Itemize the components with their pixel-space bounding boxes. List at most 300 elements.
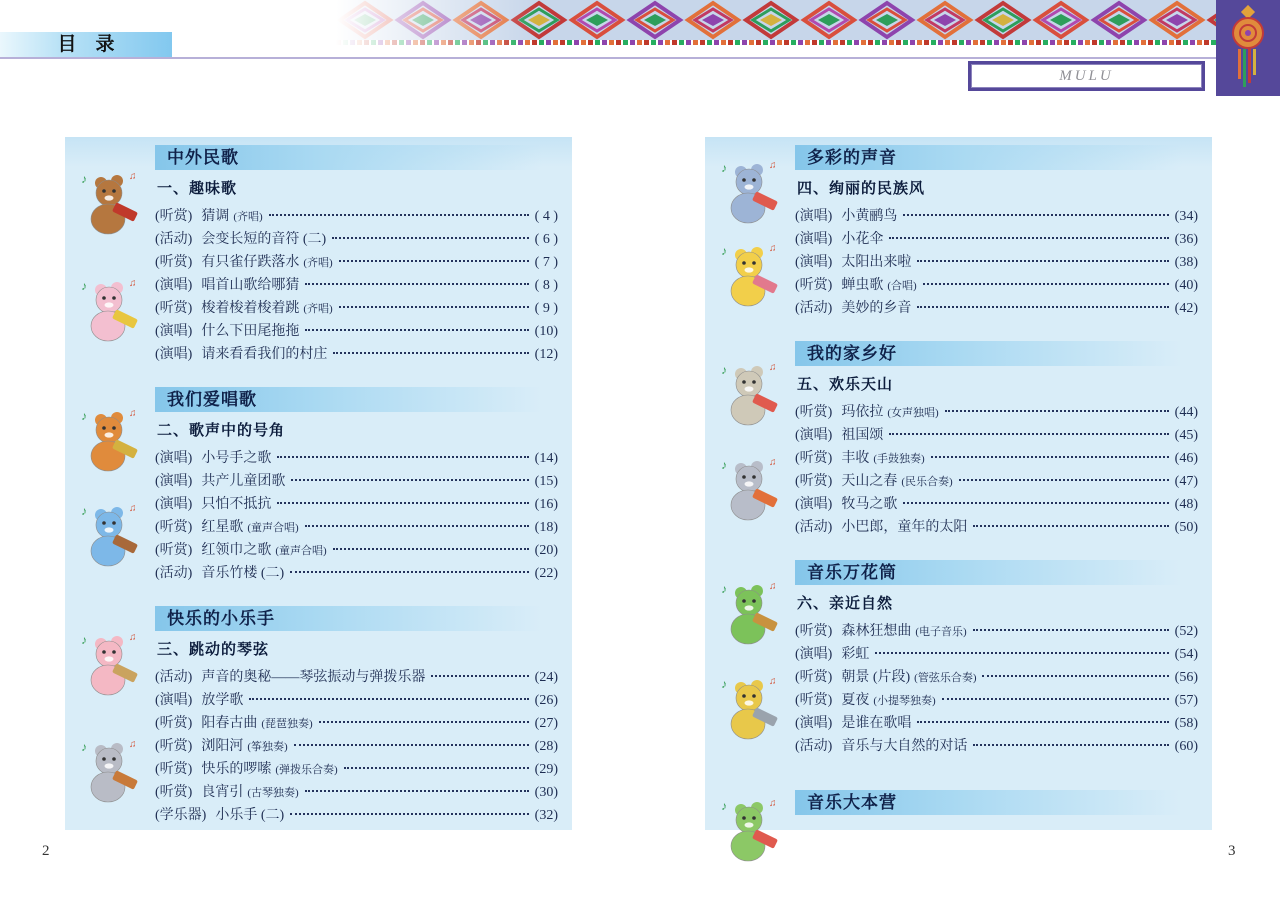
toc-entry (795, 516, 1198, 539)
unit-subtitle: 一、趣味歌 (157, 180, 238, 197)
dot-leader (973, 744, 1168, 746)
toc-entry (795, 493, 1198, 516)
entry-page: (20) (534, 543, 558, 558)
section-icons (705, 145, 795, 320)
entry-page: (32) (534, 808, 558, 823)
toc-entry (155, 251, 558, 274)
toc-entry (795, 228, 1198, 251)
entry-category: (听赏) (795, 278, 833, 293)
dot-leader (333, 352, 528, 354)
elephant-drum-icon-wrap (717, 156, 783, 226)
entry-list (795, 205, 1198, 320)
entry-category: (听赏) (795, 670, 833, 685)
entry-title: 共产儿童团歌 (201, 474, 286, 489)
entry-category: (听赏) (795, 693, 833, 708)
toc-entry (155, 804, 558, 827)
toc-entry (795, 424, 1198, 447)
toc-entry (155, 343, 558, 366)
dot-leader (973, 629, 1169, 631)
toc-entry (795, 666, 1198, 689)
entry-title: 快乐的啰嗦 (201, 762, 272, 777)
dot-leader (917, 721, 1168, 723)
page-title-pinyin: MULU (1059, 67, 1114, 84)
toc-section (705, 790, 1198, 868)
entry-category: (听赏) (155, 255, 193, 270)
entry-title: 浏阳河 (201, 739, 244, 754)
svg-text:♫: ♫ (129, 502, 137, 514)
entry-note: (齐唱) (233, 211, 263, 223)
entry-category: (活动) (155, 232, 193, 247)
toc-entry (155, 205, 558, 228)
entry-page: (28) (534, 739, 558, 754)
svg-text:♪: ♪ (721, 160, 727, 175)
svg-text:♫: ♫ (769, 580, 777, 592)
entry-title: 梭着梭着梭着跳 (201, 301, 300, 316)
dot-leader (339, 260, 529, 262)
entry-note: (手鼓独奏) (873, 453, 925, 465)
entry-page: (16) (534, 497, 558, 512)
toc-section (705, 560, 1198, 758)
svg-text:♪: ♪ (81, 172, 87, 187)
unit-subtitle: 四、绚丽的民族风 (797, 180, 926, 197)
entry-title: 彩虹 (841, 647, 870, 662)
dot-leader (982, 675, 1168, 677)
toc-entry (155, 493, 558, 516)
entry-note: (合唱) (887, 280, 917, 292)
right-page-number: 3 (1228, 843, 1236, 859)
entry-page: (42) (1174, 301, 1198, 316)
monkey-trumpet-icon-wrap (77, 404, 143, 474)
dot-leader (344, 767, 529, 769)
unit-subtitle: 二、歌声中的号角 (157, 422, 286, 439)
entry-page: (57) (1174, 693, 1198, 708)
entry-category: (演唱) (155, 278, 193, 293)
section-title: 多彩的声音 (807, 148, 897, 167)
left-page-number: 2 (42, 843, 50, 859)
dot-leader (973, 525, 1168, 527)
section-content (795, 341, 1198, 539)
duck-xylophone-icon (717, 239, 783, 309)
toc-entry (155, 447, 558, 470)
entry-title: 天山之春 (841, 474, 898, 489)
section-header-bar (155, 387, 558, 412)
entry-title: 唱首山歌给哪猜 (201, 278, 300, 293)
entry-category: (活动) (155, 670, 193, 685)
entry-page: (10) (534, 324, 558, 339)
horse-accordion-icon (717, 453, 783, 523)
entry-page: (45) (1174, 428, 1198, 443)
entry-note: (童声合唱) (247, 522, 299, 534)
entry-page: (46) (1174, 451, 1198, 466)
bear-cello-icon-wrap (77, 167, 143, 237)
entry-note: (筝独奏) (247, 741, 288, 753)
svg-text:♫: ♫ (769, 675, 777, 687)
toc-entry (155, 781, 558, 804)
entry-note: (民乐合奏) (901, 476, 953, 488)
toc-entry (155, 228, 558, 251)
entry-page: ( 7 ) (534, 255, 558, 270)
entry-category: (演唱) (795, 255, 833, 270)
mulu-inner-frame (971, 64, 1202, 88)
entry-category: (演唱) (155, 497, 193, 512)
dot-leader (277, 502, 528, 504)
dot-leader (917, 306, 1168, 308)
toc-entry (155, 539, 558, 562)
svg-text:♫: ♫ (129, 171, 137, 183)
entry-category: (活动) (795, 520, 833, 535)
entry-category: (活动) (795, 739, 833, 754)
rabbit-airplane-icon (717, 794, 783, 864)
dot-leader (291, 479, 528, 481)
dot-leader (889, 237, 1168, 239)
toc-entry (795, 620, 1198, 643)
entry-category: (演唱) (155, 451, 193, 466)
section-content (155, 606, 558, 827)
horse-accordion-icon-wrap (717, 453, 783, 523)
dot-leader (277, 456, 528, 458)
entry-title: 是谁在歌唱 (841, 716, 912, 731)
entry-category: (听赏) (155, 716, 193, 731)
entry-title: 阳春古曲 (201, 716, 258, 731)
entry-page: (56) (1174, 670, 1198, 685)
entry-page: (15) (534, 474, 558, 489)
toc-entry (155, 689, 558, 712)
section-title: 快乐的小乐手 (167, 609, 275, 628)
cat-violin-icon-wrap (77, 499, 143, 569)
entry-title: 小花伞 (841, 232, 884, 247)
entry-note: (电子音乐) (915, 626, 967, 638)
entry-category: (演唱) (795, 209, 833, 224)
toc-entry (155, 562, 558, 585)
dot-leader (269, 214, 529, 216)
section-header-bar (155, 145, 558, 170)
entry-title: 音乐竹楼 (二) (201, 566, 285, 581)
toc-entry (155, 470, 558, 493)
entry-title: 红领巾之歌 (201, 543, 272, 558)
entry-category: (听赏) (795, 474, 833, 489)
entry-category: (演唱) (795, 497, 833, 512)
toc-entry (795, 251, 1198, 274)
entry-category: (学乐器) (155, 808, 207, 823)
section-content (795, 790, 1198, 868)
left-page-panel (65, 137, 572, 830)
entry-note: (齐唱) (303, 303, 333, 315)
entry-title: 小号手之歌 (201, 451, 272, 466)
left-page-sections (65, 145, 558, 827)
section-header-bar (155, 606, 558, 631)
frog-guitar-icon-wrap (717, 577, 783, 647)
section-header-bar (795, 790, 1198, 815)
entry-category: (活动) (795, 301, 833, 316)
bear-cello-icon (77, 167, 143, 237)
dot-leader (305, 525, 529, 527)
entry-title: 声音的奥秘——琴弦振动与弹拨乐器 (201, 670, 426, 685)
entry-page: (26) (534, 693, 558, 708)
section-content (155, 387, 558, 585)
toc-entry (795, 470, 1198, 493)
entry-title: 小乐手 (二) (215, 808, 285, 823)
section-header-bar (795, 145, 1198, 170)
entry-page: (48) (1174, 497, 1198, 512)
section-content (795, 560, 1198, 758)
entry-page: (30) (534, 785, 558, 800)
svg-text:♫: ♫ (129, 738, 137, 750)
entry-page: (40) (1174, 278, 1198, 293)
toc-entry (795, 297, 1198, 320)
mouse-flute-icon (77, 735, 143, 805)
section-content (795, 145, 1198, 320)
entry-category: (听赏) (155, 520, 193, 535)
entry-page: (27) (534, 716, 558, 731)
entry-title: 祖国颂 (841, 428, 884, 443)
toc-entry (155, 297, 558, 320)
entry-category: (演唱) (795, 428, 833, 443)
dot-leader (333, 548, 529, 550)
toc-entry (795, 689, 1198, 712)
entry-page: (24) (534, 670, 558, 685)
entry-category: (听赏) (155, 762, 193, 777)
snail-saxophone-icon (717, 672, 783, 742)
svg-text:♪: ♪ (81, 278, 87, 293)
corner-band (1216, 0, 1280, 96)
header-divider (0, 57, 1216, 59)
cat-violin-icon (77, 499, 143, 569)
dot-leader (294, 744, 529, 746)
svg-text:♪: ♪ (721, 581, 727, 596)
duck-xylophone-icon-wrap (717, 239, 783, 309)
entry-title: 良宵引 (201, 785, 244, 800)
entry-title: 音乐与大自然的对话 (841, 739, 968, 754)
entry-list (155, 666, 558, 827)
entry-title: 什么下田尾拖拖 (201, 324, 300, 339)
entry-page: ( 8 ) (534, 278, 558, 293)
entry-note: (女声独唱) (887, 407, 939, 419)
toc-entry (795, 735, 1198, 758)
entry-list (795, 620, 1198, 758)
snail-saxophone-icon-wrap (717, 672, 783, 742)
entry-note: (齐唱) (303, 257, 333, 269)
entry-page: (34) (1174, 209, 1198, 224)
rabbit-airplane-icon-wrap (717, 794, 783, 864)
toc-entry (795, 205, 1198, 228)
dot-leader (917, 260, 1168, 262)
hippo-tambourine-icon-wrap (717, 358, 783, 428)
entry-title: 牧马之歌 (841, 497, 898, 512)
dot-leader (249, 698, 528, 700)
entry-title: 蝉虫歌 (841, 278, 884, 293)
entry-category: (听赏) (155, 785, 193, 800)
svg-text:♪: ♪ (721, 676, 727, 691)
mulu-frame (968, 61, 1205, 91)
entry-page: (58) (1174, 716, 1198, 731)
section-title: 中外民歌 (167, 148, 239, 167)
entry-list (155, 447, 558, 585)
entry-page: (22) (534, 566, 558, 581)
entry-page: (44) (1174, 405, 1198, 420)
entry-page: (29) (534, 762, 558, 777)
entry-page: (12) (534, 347, 558, 362)
entry-page: (47) (1174, 474, 1198, 489)
entry-page: (54) (1174, 647, 1198, 662)
frog-guitar-icon (717, 577, 783, 647)
dot-leader (942, 698, 1169, 700)
svg-text:♪: ♪ (721, 244, 727, 259)
pig-piano-icon (77, 628, 143, 698)
hanging-ornament-icon (1226, 5, 1270, 91)
entry-category: (听赏) (155, 301, 193, 316)
entry-title: 会变长短的音符 (二) (201, 232, 327, 247)
hippo-tambourine-icon (717, 358, 783, 428)
entry-category: (听赏) (155, 739, 193, 754)
svg-text:♪: ♪ (721, 457, 727, 472)
entry-category: (演唱) (155, 347, 193, 362)
brocade-fade-overlay (336, 0, 536, 46)
entry-note: (童声合唱) (275, 545, 327, 557)
toc-entry (155, 274, 558, 297)
svg-text:♫: ♫ (769, 456, 777, 468)
svg-text:♫: ♫ (129, 277, 137, 289)
dot-leader (431, 675, 528, 677)
section-title: 音乐大本营 (807, 793, 897, 812)
entry-title: 朝景 (片段) (841, 670, 911, 685)
entry-category: (听赏) (795, 451, 833, 466)
entry-note: (管弦乐合奏) (914, 672, 977, 684)
svg-text:♪: ♪ (721, 362, 727, 377)
entry-category: (听赏) (155, 543, 193, 558)
svg-text:♫: ♫ (129, 632, 137, 644)
dot-leader (305, 283, 528, 285)
toc-section (65, 606, 558, 827)
section-header-bar (795, 341, 1198, 366)
toc-entry (795, 712, 1198, 735)
section-icons (705, 790, 795, 868)
entry-title: 请来看看我们的村庄 (201, 347, 328, 362)
section-title: 我们爱唱歌 (167, 390, 257, 409)
svg-text:♫: ♫ (769, 798, 777, 809)
entry-title: 放学歌 (201, 693, 244, 708)
dot-leader (339, 306, 529, 308)
entry-category: (演唱) (155, 474, 193, 489)
toc-entry (155, 516, 558, 539)
right-page-panel (705, 137, 1212, 830)
section-icons (65, 606, 155, 827)
entry-page: ( 9 ) (534, 301, 558, 316)
monkey-trumpet-icon (77, 404, 143, 474)
right-page-sections (705, 145, 1198, 868)
entry-page: (38) (1174, 255, 1198, 270)
entry-list (795, 401, 1198, 539)
entry-note: (小提琴独奏) (873, 695, 936, 707)
entry-note: (琵琶独奏) (261, 718, 313, 730)
dot-leader (875, 652, 1168, 654)
dot-leader (945, 410, 1169, 412)
dot-leader (332, 237, 529, 239)
mouse-flute-icon-wrap (77, 735, 143, 805)
entry-title: 太阳出来啦 (841, 255, 912, 270)
section-content (155, 145, 558, 366)
dot-leader (959, 479, 1169, 481)
toc-section (65, 387, 558, 585)
section-icons (65, 387, 155, 585)
svg-text:♫: ♫ (769, 159, 777, 171)
rabbit-corn-icon (77, 274, 143, 344)
entry-title: 红星歌 (201, 520, 244, 535)
svg-text:♫: ♫ (129, 407, 137, 419)
entry-title: 小巴郎，童年的太阳 (841, 520, 968, 535)
entry-title: 美妙的乡音 (841, 301, 912, 316)
svg-text:♪: ♪ (81, 408, 87, 423)
entry-list (155, 205, 558, 366)
entry-title: 猜调 (201, 209, 230, 224)
toc-section (705, 341, 1198, 539)
entry-category: (演唱) (795, 647, 833, 662)
section-icons (705, 560, 795, 758)
toc-section (65, 145, 558, 366)
dot-leader (305, 790, 529, 792)
entry-category: (听赏) (795, 624, 833, 639)
entry-title: 有只雀仔跌落水 (201, 255, 300, 270)
entry-page: ( 4 ) (534, 209, 558, 224)
entry-title: 森林狂想曲 (841, 624, 912, 639)
entry-title: 玛依拉 (841, 405, 884, 420)
entry-page: (60) (1174, 739, 1198, 754)
toc-entry (155, 712, 558, 735)
toc-entry (795, 447, 1198, 470)
svg-text:♪: ♪ (81, 633, 87, 648)
section-title: 音乐万花筒 (807, 563, 897, 582)
section-header-bar (795, 560, 1198, 585)
section-icons (705, 341, 795, 539)
elephant-drum-icon (717, 156, 783, 226)
entry-page: (52) (1174, 624, 1198, 639)
section-title: 我的家乡好 (807, 344, 897, 363)
entry-title: 只怕不抵抗 (201, 497, 272, 512)
entry-page: (14) (534, 451, 558, 466)
dot-leader (319, 721, 529, 723)
entry-title: 小黄鹂鸟 (841, 209, 898, 224)
dot-leader (290, 571, 529, 573)
unit-subtitle: 五、欢乐天山 (797, 376, 894, 393)
entry-category: (活动) (155, 566, 193, 581)
unit-subtitle: 六、亲近自然 (797, 595, 894, 612)
svg-text:♫: ♫ (769, 243, 777, 255)
page-title: 目 录 (0, 32, 172, 57)
svg-text:♪: ♪ (721, 799, 727, 813)
entry-category: (演唱) (155, 693, 193, 708)
entry-category: (听赏) (795, 405, 833, 420)
svg-text:♫: ♫ (769, 361, 777, 373)
entry-category: (演唱) (795, 716, 833, 731)
entry-category: (演唱) (155, 324, 193, 339)
toc-entry (795, 401, 1198, 424)
svg-text:♪: ♪ (81, 739, 87, 754)
entry-category: (听赏) (155, 209, 193, 224)
toc-entry (155, 320, 558, 343)
entry-note: (弹拨乐合奏) (275, 764, 338, 776)
dot-leader (931, 456, 1169, 458)
unit-subtitle: 三、跳动的琴弦 (157, 641, 270, 658)
svg-text:♪: ♪ (81, 503, 87, 518)
section-icons (65, 145, 155, 366)
dot-leader (305, 329, 528, 331)
dot-leader (903, 502, 1168, 504)
dot-leader (290, 813, 529, 815)
toc-entry (795, 274, 1198, 297)
toc-entry (155, 735, 558, 758)
toc-entry (155, 666, 558, 689)
entry-title: 丰收 (841, 451, 870, 466)
entry-category: (演唱) (795, 232, 833, 247)
